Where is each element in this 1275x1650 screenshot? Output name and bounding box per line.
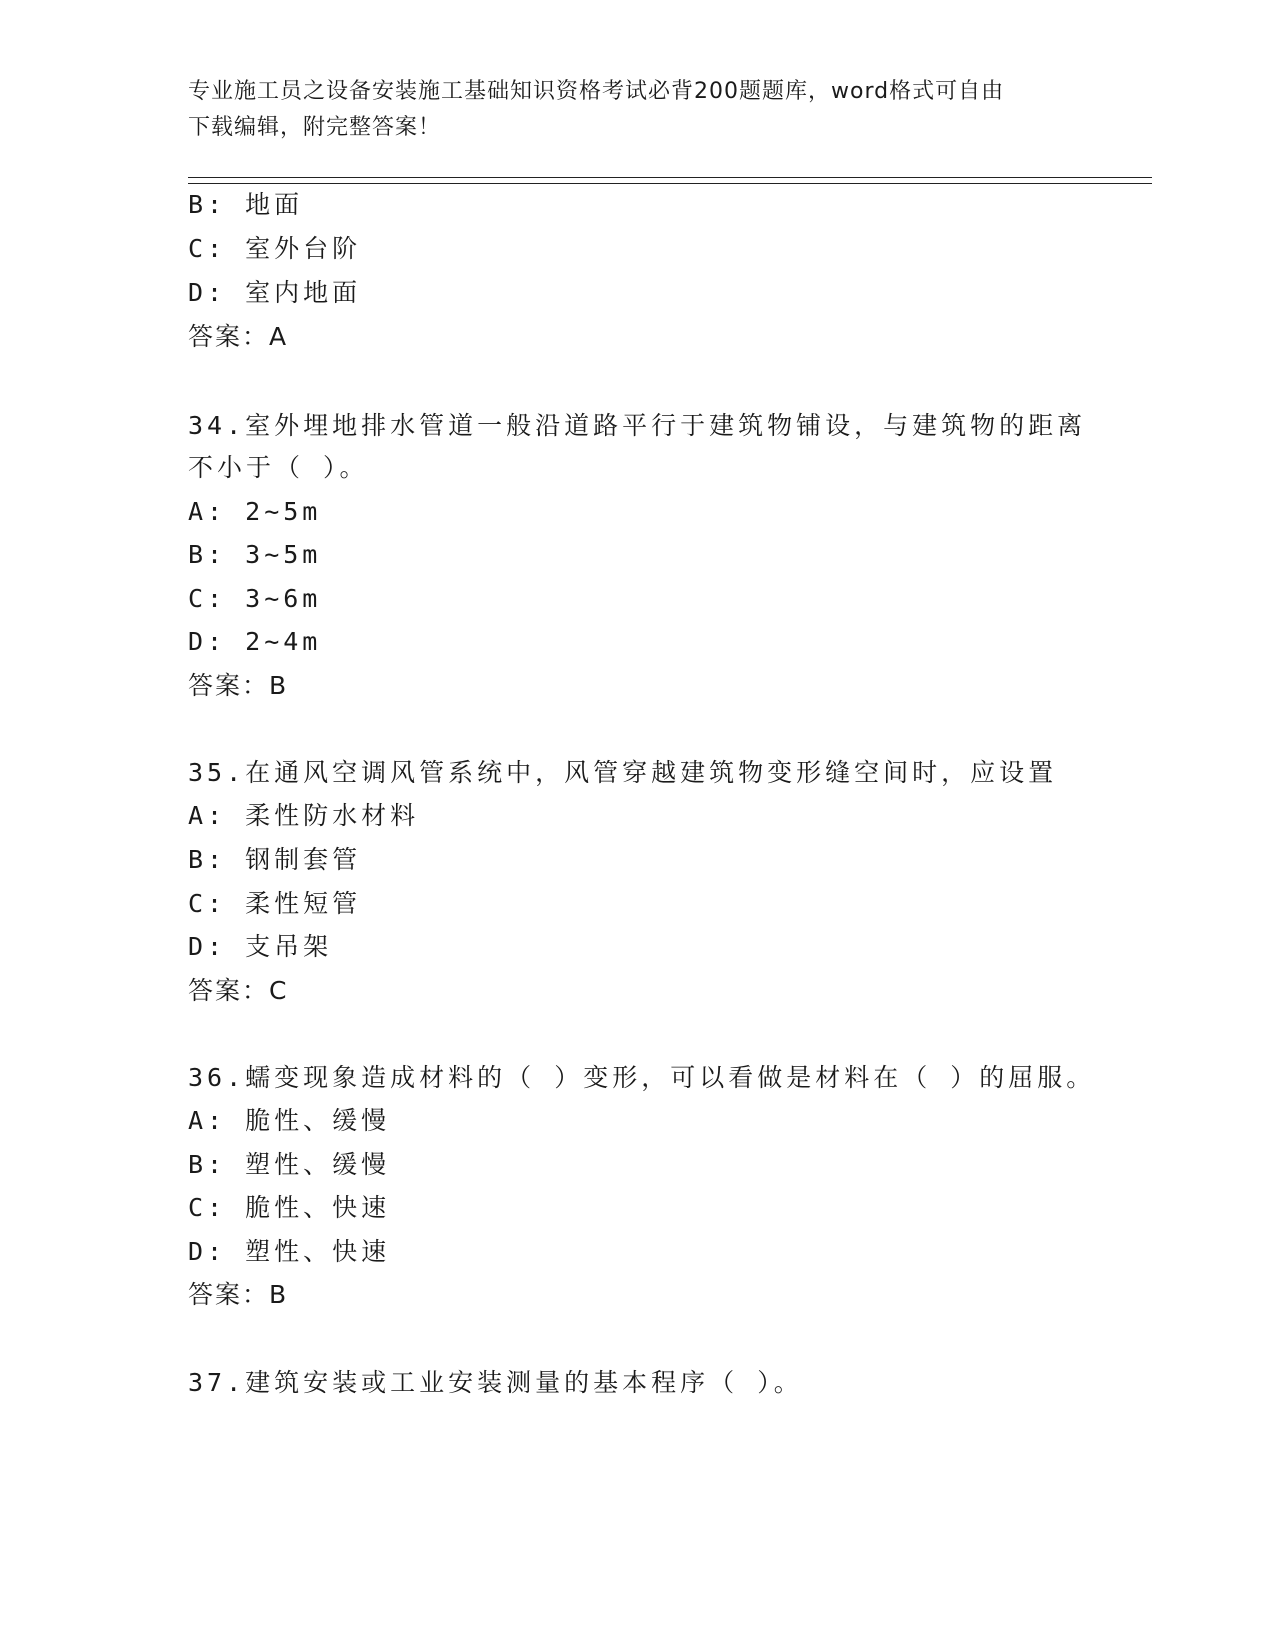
- q33-option-b: B: 地面: [188, 190, 304, 219]
- q36-option-a: A: 脆性、缓慢: [188, 1106, 391, 1135]
- q34-stem-line-2: 不小于（ ）。: [188, 453, 369, 482]
- q36-option-d: D: 塑性、快速: [188, 1237, 391, 1266]
- q34-option-b: B: 3~5m: [188, 540, 322, 569]
- document-header: [188, 74, 1088, 146]
- q35-option-b: B: 钢制套管: [188, 845, 362, 874]
- q36-option-c: C: 脆性、快速: [188, 1193, 391, 1222]
- q35-answer: 答案：C: [188, 976, 289, 1005]
- q36-option-b: B: 塑性、缓慢: [188, 1150, 391, 1179]
- q34-option-d: D: 2~4m: [188, 627, 322, 656]
- header-divider-bottom: [188, 183, 1152, 184]
- q33-option-c: C: 室外台阶: [188, 234, 362, 263]
- q34-option-a: A: 2~5m: [188, 497, 322, 526]
- q36-stem: 36.蠕变现象造成材料的（ ）变形，可以看做是材料在（ ）的屈服。: [188, 1063, 1096, 1092]
- q36-answer: 答案：B: [188, 1280, 289, 1309]
- header-line-2: 下载编辑，附完整答案！: [188, 115, 442, 140]
- q33-option-d: D: 室内地面: [188, 278, 362, 307]
- q35-option-d: D: 支吊架: [188, 932, 333, 961]
- header-divider-top: [188, 177, 1152, 178]
- header-line-1: 专业施工员之设备安装施工基础知识资格考试必背200题题库，word格式可自由: [188, 79, 1005, 104]
- q37-stem: 37.建筑安装或工业安装测量的基本程序（ ）。: [188, 1368, 803, 1397]
- q35-option-a: A: 柔性防水材料: [188, 801, 420, 830]
- q33-answer: 答案：A: [188, 322, 289, 351]
- q35-option-c: C: 柔性短管: [188, 889, 362, 918]
- q34-answer: 答案：B: [188, 671, 289, 700]
- q34-stem-line-1: 34.室外埋地排水管道一般沿道路平行于建筑物铺设，与建筑物的距离: [188, 411, 1087, 440]
- q35-stem: 35.在通风空调风管系统中，风管穿越建筑物变形缝空间时，应设置: [188, 758, 1058, 787]
- q34-option-c: C: 3~6m: [188, 584, 322, 613]
